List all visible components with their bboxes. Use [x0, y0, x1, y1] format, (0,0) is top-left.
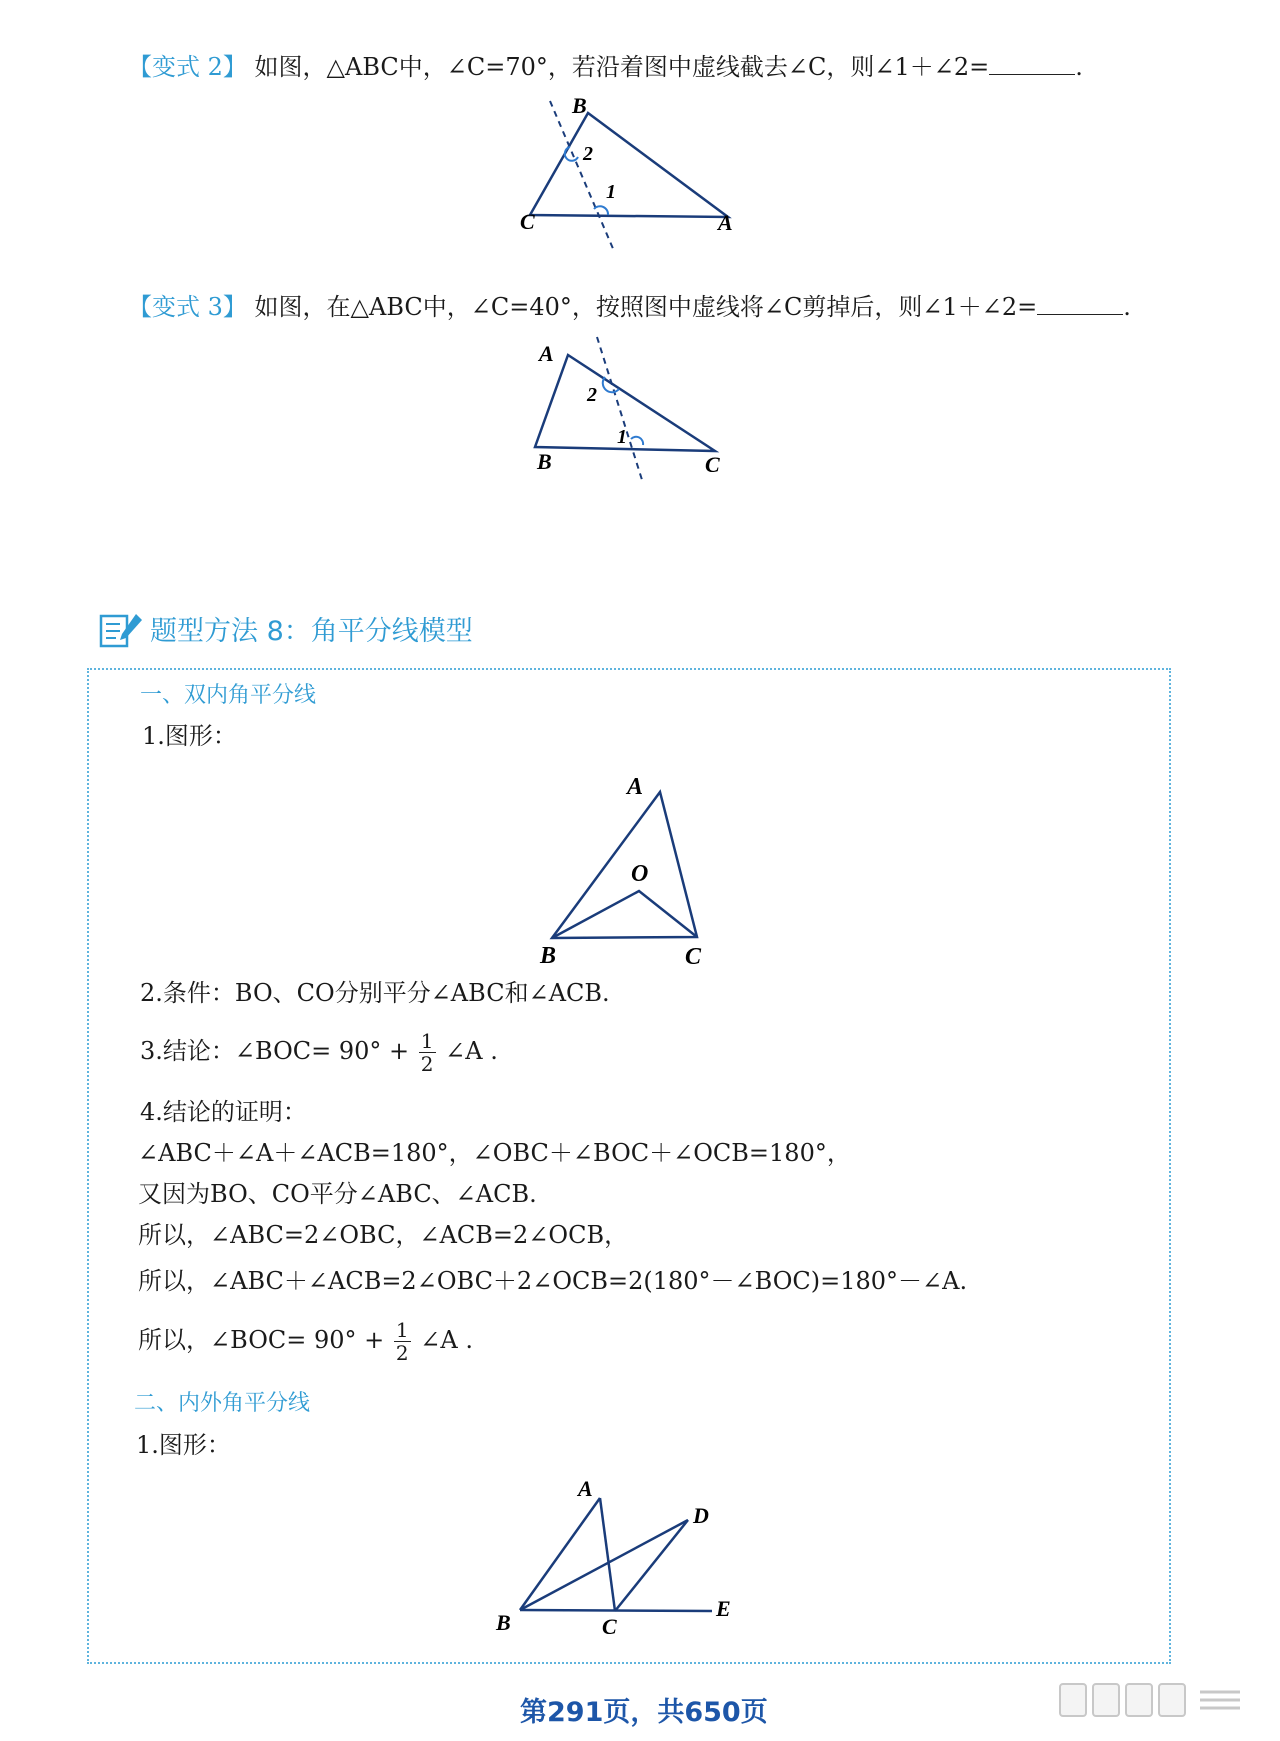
part2-figure-label: 1.图形： [136, 1431, 231, 1459]
v3-angle1-arc [631, 437, 643, 445]
p2-label-A: A [578, 1476, 593, 1501]
p2-line-BA [520, 1498, 600, 1610]
part1-proof-label: 4.结论的证明： [140, 1098, 307, 1126]
proof5-fraction [394, 1319, 411, 1364]
p2-label-D: D [693, 1503, 709, 1528]
p1-label-O: O [631, 861, 649, 887]
variant2-answer-blank[interactable] [989, 52, 1075, 75]
p2-label-E: E [716, 1596, 731, 1621]
p1-triangle [552, 792, 697, 938]
v3-dashed-cut [597, 337, 643, 483]
variant3-text: 如图，在△ABC中，∠C=40°，按照图中虚线将∠C剪掉后，则∠1＋∠2= [254, 293, 1038, 321]
v3-label-A: A [539, 341, 554, 366]
page-indicator: 第291页，共650页 [520, 1697, 768, 1728]
fraction-denominator: 2 [420, 1052, 434, 1076]
part2-figure [490, 1470, 750, 1635]
part1-heading: 一、双内角平分线 [140, 683, 317, 708]
part1-conclusion-prefix: 3.结论：∠BOC= 90° + [140, 1037, 410, 1065]
v3-label-B: B [537, 449, 552, 474]
p1-bisectors [552, 891, 697, 938]
part1-conclusion [140, 1026, 498, 1076]
proof5-suffix: ∠A . [420, 1326, 473, 1354]
fraction-numerator: 1 [420, 1029, 434, 1053]
page-layout-icon[interactable] [1055, 1678, 1255, 1728]
variant2-end: . [1075, 53, 1083, 81]
p2-label-B: B [496, 1610, 511, 1635]
variant2-question [128, 52, 1083, 82]
v2-label-A: A [718, 210, 733, 235]
fraction-numerator: 1 [395, 1318, 409, 1342]
p2-line-AC [600, 1498, 615, 1611]
variant3-question [128, 292, 1131, 322]
section-title: 题型方法 8：角平分线模型 [150, 616, 473, 647]
p2-line-CD [615, 1520, 688, 1611]
p1-label-A: A [627, 774, 644, 800]
v2-angle1-arc [594, 206, 608, 215]
v3-label-C: C [705, 452, 720, 477]
variant2-figure [520, 95, 740, 265]
variant3-end: . [1123, 293, 1131, 321]
variant2-text: 如图，△ABC中，∠C=70°，若沿着图中虚线截去∠C，则∠1＋∠2= [254, 53, 990, 81]
p1-label-C: C [685, 944, 702, 970]
v2-label-B: B [572, 95, 587, 118]
part1-figure-label: 1.图形： [142, 722, 237, 750]
v3-label-two: 2 [587, 384, 597, 406]
proof5-prefix: 所以，∠BOC= 90° + [138, 1326, 385, 1354]
v3-label-one: 1 [617, 426, 627, 448]
part2-heading: 二、内外角平分线 [134, 1391, 311, 1416]
proof-line-5 [138, 1315, 473, 1365]
v2-label-one: 1 [606, 181, 616, 203]
variant3-answer-blank[interactable] [1037, 292, 1123, 315]
fraction-denominator: 2 [395, 1341, 409, 1365]
part1-conclusion-fraction [419, 1030, 436, 1075]
proof-line-3: 所以，∠ABC=2∠OBC，∠ACB=2∠OCB， [138, 1221, 629, 1249]
edit-note-icon [98, 612, 144, 650]
part1-condition: 2.条件：BO、CO分别平分∠ABC和∠ACB. [140, 979, 610, 1007]
v2-label-C: C [520, 209, 535, 234]
v2-label-two: 2 [583, 143, 593, 165]
proof-line-1: ∠ABC＋∠A＋∠ACB=180°，∠OBC＋∠BOC＋∠OCB=180°， [138, 1139, 851, 1167]
variant2-tag: 【变式 2】 [128, 53, 247, 81]
p1-label-B: B [540, 943, 557, 969]
variant3-figure [525, 335, 735, 495]
v2-triangle [530, 113, 728, 217]
proof-line-4: 所以，∠ABC＋∠ACB=2∠OBC＋2∠OCB=2(180°－∠BOC)=180°－∠A. [138, 1267, 968, 1295]
v2-angle2-arc [565, 147, 578, 161]
part1-figure [535, 770, 735, 970]
part1-conclusion-suffix: ∠A . [445, 1037, 498, 1065]
p2-label-C: C [602, 1614, 617, 1635]
variant3-tag: 【变式 3】 [128, 293, 247, 321]
proof-line-2: 又因为BO、CO平分∠ABC、∠ACB. [138, 1180, 537, 1208]
